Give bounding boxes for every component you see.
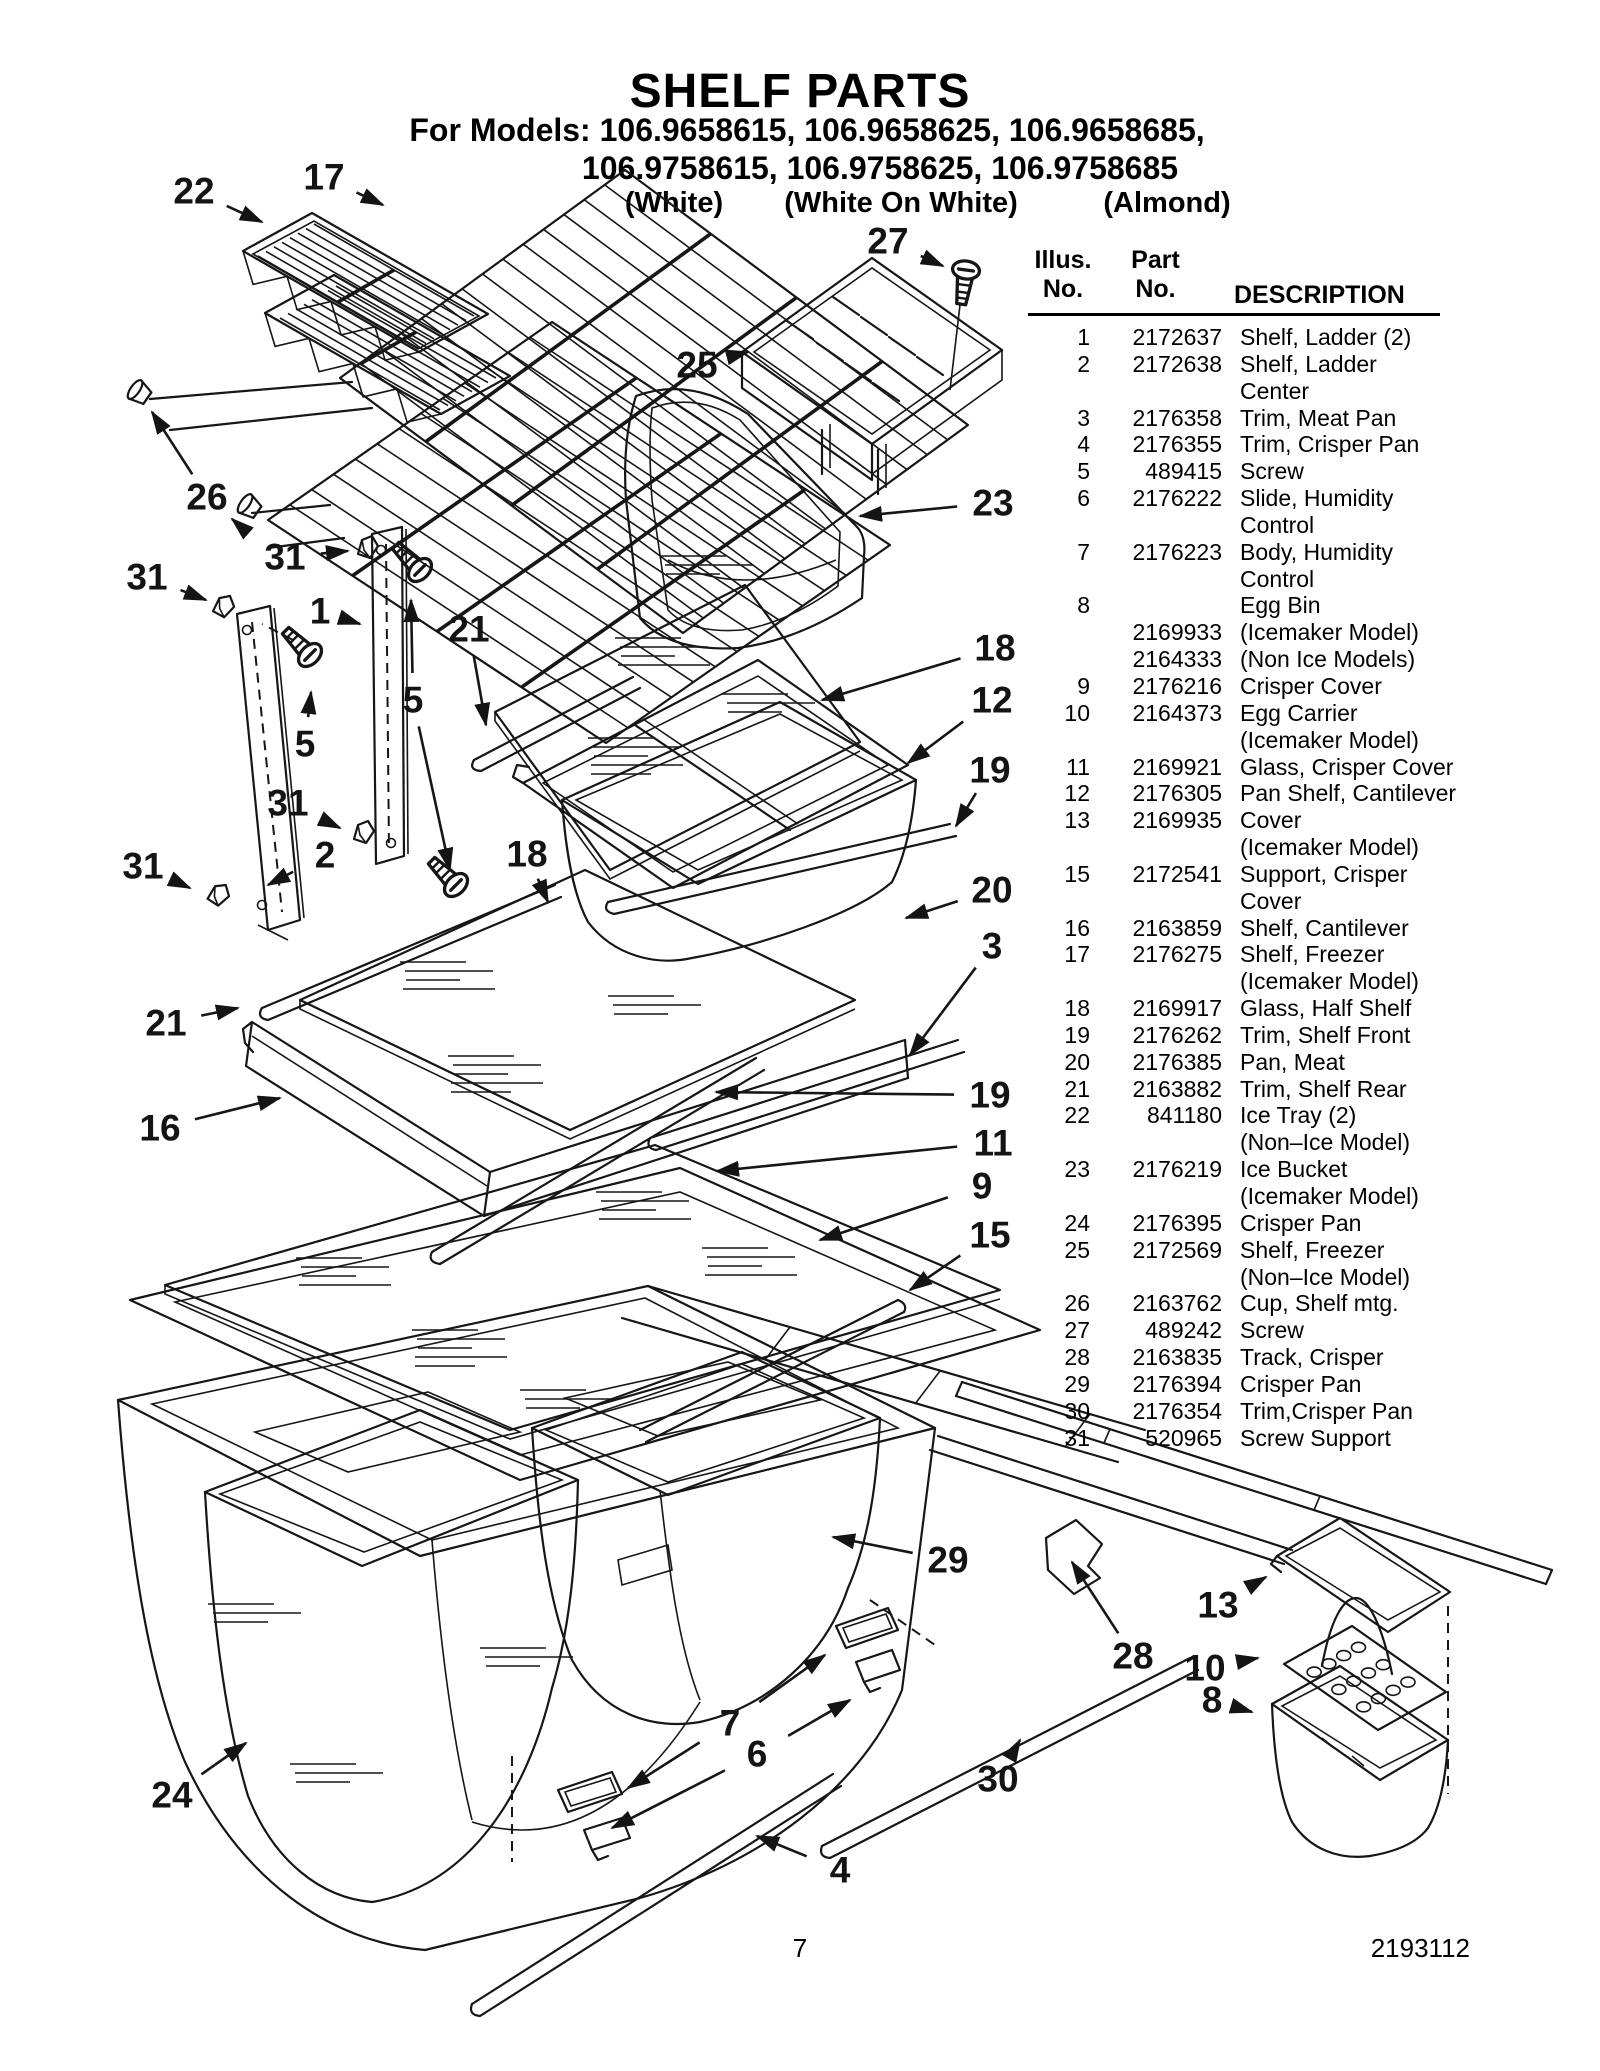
leader-arrow (757, 1836, 807, 1856)
part-ice-bucket-23 (625, 389, 864, 648)
table-row: 20 2176385 Pan, Meat (1064, 1048, 1345, 1075)
part-humidity-control-upper (836, 1608, 900, 1692)
table-row: 2 2172638 Shelf, Ladder (1077, 350, 1377, 377)
models-line-2: 106.9758615, 106.9758625, 106.9758685 (581, 150, 1179, 186)
wire-rod (437, 434, 721, 632)
part-shelf-ladder-2 (237, 606, 304, 940)
callout-label: 29 (927, 1539, 969, 1581)
callout-label: 30 (977, 1758, 1019, 1800)
table-row: 13 2169935 Cover (1064, 807, 1302, 834)
table-row: Center (1240, 377, 1310, 404)
vent-slot (889, 337, 915, 355)
table-row: 8 Egg Bin (1077, 592, 1321, 619)
egg-hole (1386, 1685, 1400, 1695)
callout-label: 5 (402, 679, 424, 721)
table-row: Cover (1240, 887, 1302, 914)
part-egg-carrier-10 (1284, 1598, 1446, 1730)
table-row: 3 2176358 Trim, Meat Pan (1077, 404, 1397, 431)
callout-label: 13 (1197, 1584, 1239, 1626)
callout-label: 12 (971, 679, 1013, 721)
leader-arrow (201, 1743, 246, 1774)
leader-arrow (357, 192, 383, 205)
page-number: 7 (792, 1933, 808, 1963)
callout-label: 20 (971, 869, 1013, 911)
egg-hole (1361, 1668, 1375, 1678)
callout-label: 21 (145, 1002, 187, 1044)
table-row: Control (1240, 565, 1315, 592)
leader-arrow (419, 726, 450, 870)
leader-arrow (152, 412, 192, 474)
table-row: 23 2176219 Ice Bucket (1064, 1156, 1348, 1183)
table-row: 22 841180 Ice Tray (2) (1064, 1102, 1357, 1129)
callout-label: 26 (186, 476, 228, 518)
table-row: (Icemaker Model) (1240, 968, 1419, 995)
table-row: 25 2172569 Shelf, Freezer (1064, 1236, 1385, 1263)
leader-arrow (956, 793, 976, 826)
table-row: 21 2163882 Trim, Shelf Rear (1064, 1075, 1407, 1102)
leader-arrow (908, 722, 963, 763)
part-ice-trays-22 (243, 213, 510, 422)
leader-arrow (910, 968, 976, 1055)
models-line-1: For Models: 106.9658615, 106.9658625, 106.9658685, (409, 112, 1205, 148)
callout-label: 7 (719, 1702, 741, 1744)
table-row: 28 2163835 Track, Crisper (1064, 1344, 1384, 1371)
leader-arrow (759, 1655, 825, 1702)
leader-arrow (833, 1537, 913, 1553)
table-row: 17 2176275 Shelf, Freezer (1064, 941, 1385, 968)
leader-arrow (308, 692, 311, 717)
leader-arrow (716, 1092, 954, 1095)
part-egg-bin-cover-13 (1271, 1518, 1450, 1632)
table-row: (Non–Ice Model) (1240, 1263, 1411, 1290)
part-screw-support-31-d (207, 881, 232, 907)
callout-label: 21 (448, 608, 490, 650)
callout-label: 27 (867, 220, 909, 262)
part-screw-support-31-b (212, 593, 236, 618)
leader-arrow (268, 872, 293, 885)
callout-label: 28 (1112, 1635, 1154, 1677)
leader-arrow (201, 1008, 238, 1016)
leader-arrow (1246, 1710, 1252, 1712)
callout-label: 17 (303, 156, 345, 198)
callout-label: 8 (1201, 1679, 1223, 1721)
callout-label: 15 (969, 1214, 1011, 1256)
header-description: DESCRIPTION (1234, 281, 1405, 309)
part-screw-support-31-c (354, 821, 374, 843)
vent-slot (873, 383, 899, 401)
part-meat-pan-20 (562, 702, 916, 961)
callout-label: 4 (829, 1849, 851, 1891)
table-row: 11 2169921 Glass, Crisper Cover (1066, 753, 1454, 780)
callout-label: 6 (746, 1733, 768, 1775)
leader-arrow (612, 1770, 725, 1828)
table-row: 15 2172541 Support, Crisper (1064, 860, 1408, 887)
part-egg-bin-8 (1272, 1666, 1448, 1857)
part-screw-support-31-a (358, 536, 378, 558)
leader-arrow (181, 590, 206, 600)
page-title: SHELF PARTS (629, 65, 971, 118)
callout-label: 18 (974, 627, 1016, 669)
callout-label: 16 (139, 1107, 181, 1149)
leader-arrow (717, 1147, 957, 1171)
egg-hole (1401, 1677, 1415, 1687)
vent-slot (817, 343, 843, 361)
table-row: 31 520965 Screw Support (1064, 1424, 1391, 1451)
alignment-dash-pan (870, 1600, 935, 1645)
table-row: 16 2163859 Shelf, Cantilever (1064, 914, 1409, 941)
callout-label: 3 (981, 925, 1003, 967)
leader-arrow (232, 519, 234, 521)
leader-arrow (176, 881, 190, 888)
table-row: 12 2176305 Pan Shelf, Cantilever (1064, 780, 1457, 807)
parts-table (1028, 246, 1468, 1451)
table-row: 10 2164373 Egg Carrier (1064, 699, 1358, 726)
callout-label: 11 (973, 1122, 1013, 1164)
part-crisper-cover-9 (130, 1165, 1040, 1480)
egg-hole (1351, 1642, 1365, 1652)
vent-slot (787, 321, 813, 339)
callout-label: 22 (173, 170, 215, 212)
callout-label: 9 (971, 1165, 993, 1207)
part-liner-shelf-frame (118, 1286, 1145, 1950)
table-row: 5 489415 Screw (1077, 458, 1304, 485)
part-shelf-mtg-cup-26-right (235, 492, 264, 521)
callout-label: 31 (267, 782, 309, 824)
table-row: 24 2176395 Crisper Pan (1064, 1209, 1362, 1236)
leader-arrow (195, 1098, 280, 1119)
part-humidity-control-lower (558, 1772, 630, 1860)
leader-arrow (1240, 1658, 1258, 1661)
color-note-white: (White) (624, 187, 724, 219)
table-row: 6 2176222 Slide, Humidity (1077, 485, 1394, 512)
wire-rod (338, 270, 394, 302)
table-row: (Icemaker Model) (1240, 1183, 1419, 1209)
leader-arrow (820, 1197, 948, 1240)
leader-arrow (910, 1255, 960, 1290)
leader-arrow (921, 256, 943, 266)
callout-label: 19 (969, 749, 1011, 791)
egg-hole (1307, 1667, 1321, 1677)
leader-arrow (354, 622, 360, 624)
table-row: 19 2176262 Trim, Shelf Front (1064, 1021, 1411, 1048)
callout-label: 31 (126, 556, 168, 598)
table-row: 27 489242 Screw (1064, 1317, 1304, 1344)
egg-hole (1337, 1651, 1351, 1661)
callout-label: 19 (969, 1074, 1011, 1116)
callout-label: 5 (294, 723, 316, 765)
table-row: (Non–Ice Model) (1240, 1129, 1411, 1156)
leader-arrow (788, 1700, 850, 1736)
part-shelf-cantilever-16 (243, 1022, 908, 1216)
leader-arrow (227, 206, 262, 222)
table-row: 18 2169917 Glass, Half Shelf (1064, 995, 1412, 1022)
wire-rod (426, 234, 711, 442)
leader-arrow (474, 656, 486, 725)
leader-arrow (906, 901, 958, 918)
part-trim-crisper-pan-4 (471, 1774, 841, 2016)
table-row: (Icemaker Model) (1240, 726, 1419, 753)
callout-label: 23 (972, 482, 1014, 524)
parts-table-rows (1028, 316, 1468, 1451)
callout-label: 25 (676, 344, 718, 386)
doc-number: 2193112 (1370, 1933, 1470, 1963)
header-part-no: Part No. (1131, 246, 1180, 303)
leader-arrow (860, 507, 957, 516)
table-row: 30 2176354 Trim,Crisper Pan (1064, 1397, 1413, 1424)
vent-slot (861, 317, 887, 335)
part-trim-shelf-front-19a (606, 824, 956, 914)
callout-label: 31 (122, 845, 164, 887)
leader-arrow (320, 819, 340, 828)
vent-slot (833, 297, 859, 315)
part-shelf-mtg-cup-26-left (125, 378, 154, 407)
table-row: 2164333 (Non Ice Models) (1132, 646, 1416, 673)
table-row: 29 2176394 Crisper Pan (1064, 1370, 1362, 1397)
color-note-almond: (Almond) (1103, 187, 1231, 219)
callout-label: 10 (1184, 1647, 1226, 1689)
vent-slot (917, 357, 943, 375)
callout-label: 2 (314, 834, 336, 876)
part-crisper-pan-24 (205, 1410, 578, 1902)
leader-arrow (411, 600, 412, 673)
part-pan-shelf-cantilever-12 (513, 660, 908, 888)
leader-arrow (321, 551, 348, 554)
callout-label: 18 (506, 833, 548, 875)
part-trim-shelf-rear-21b (260, 885, 561, 1020)
egg-hole (1332, 1684, 1346, 1694)
table-row: (Icemaker Model) (1240, 834, 1419, 861)
table-row: 9 2176216 Crisper Cover (1077, 672, 1382, 699)
table-row: 26 2163762 Cup, Shelf mtg. (1064, 1290, 1399, 1317)
egg-hole (1357, 1702, 1371, 1712)
header-illus-no: Illus. No. (1034, 246, 1092, 303)
table-row: 7 2176223 Body, Humidity (1077, 538, 1393, 565)
color-note-white-on-white: (White On White) (784, 187, 1018, 219)
callout-label: 1 (309, 590, 331, 632)
leader-arrow (1249, 1577, 1266, 1587)
table-row: 1 2172637 Shelf, Ladder (2) (1077, 324, 1412, 350)
callout-label: 24 (151, 1774, 193, 1816)
callout-label: 31 (264, 536, 306, 578)
table-row: 2169933 (Icemaker Model) (1132, 619, 1419, 646)
table-row: Control (1240, 511, 1315, 538)
leader-arrow (628, 1742, 700, 1788)
wire-rod (512, 298, 797, 506)
table-row: 4 2176355 Trim, Crisper Pan (1077, 431, 1420, 458)
parts-table-header (1028, 246, 1468, 310)
leader-arrow (822, 658, 961, 700)
